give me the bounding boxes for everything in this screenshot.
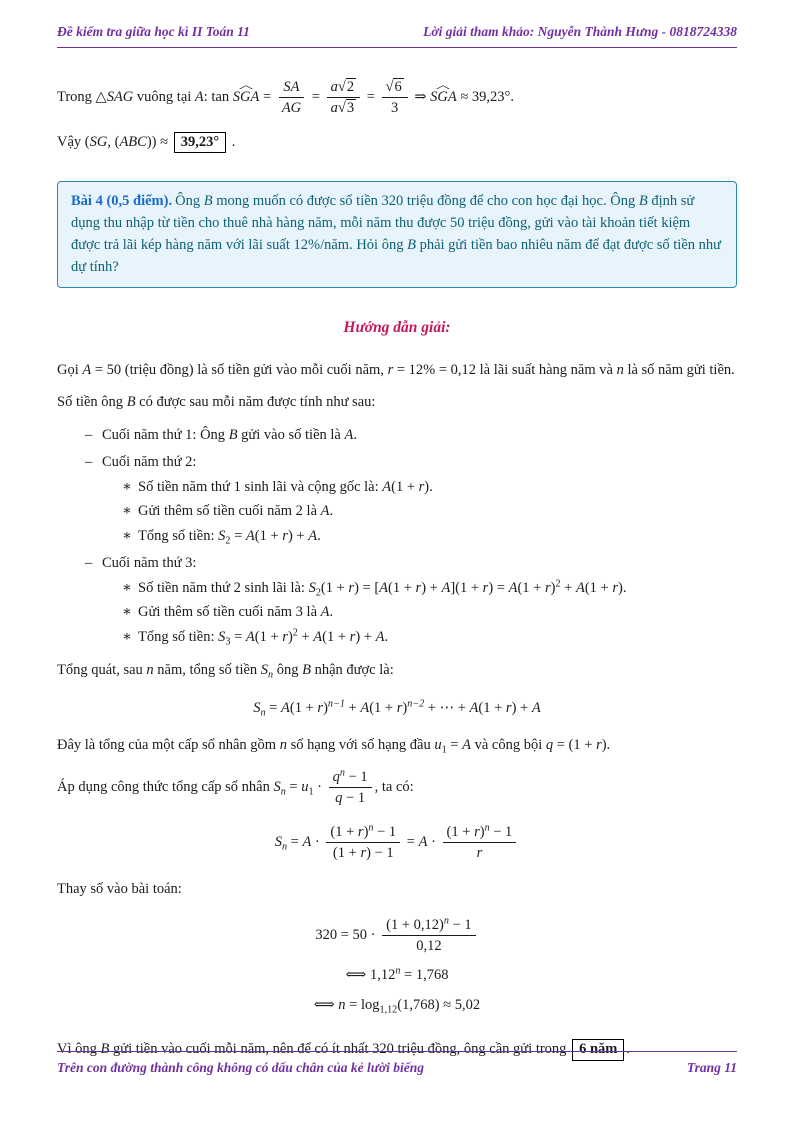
year1-text: Cuối năm thứ 1: Ông B gửi vào số tiền là A. [102,427,357,443]
problem-statement [71,191,723,278]
sub-item [122,526,737,548]
year-steps-list [85,425,737,649]
list-item-body [102,425,737,447]
fraction: $\frac{q^n - 1}{q - 1}$ [329,768,372,807]
square-root: √2 [337,79,355,96]
boxed-answer: 39,23° [174,132,226,154]
equation-steps-block [57,916,737,1017]
problem-title: Bài 4 (0,5 điểm). [71,193,173,210]
dash-marker: – [85,427,93,443]
display-equation-sum-formula: $S_n = A$ · $\frac{(1 + r)^n - 1}{(1 + r) - 1}$ = A · $\frac{(1 + r)^n - 1}{r}$ [57,823,737,862]
header-title: Đề kiểm tra giữa học kì II Toán 11 [57,24,250,39]
sub-item [122,477,737,499]
fraction: $\frac{√6}{3}$ [382,78,408,117]
header-rule [57,47,737,48]
problem-box-bai4 [57,181,737,288]
page-number: Trang 11 [686,1059,737,1075]
list-item-year3 [85,553,737,649]
fraction: $\frac{(1 + r)^n - 1}{r}$ [443,823,517,862]
sub-item-text: Gửi thêm số tiền cuối năm 2 là A. [138,503,334,520]
guide-heading: Hướng dẫn giải: [343,319,451,337]
list-item-year1 [85,425,737,447]
star-marker: ∗ [122,503,132,520]
fraction: $\frac{SA}{AG}$ [278,78,305,117]
sub-item-text: Tổng số tiền: $S_2 = A(1 + r) + A$. [138,528,321,547]
star-marker: ∗ [122,629,132,645]
equation-step-1: 320 = 50 · $\frac{(1 + 0,12)^n - 1}{0,12}$ [315,916,478,955]
sub-item-text: Số tiền năm thứ 2 sinh lãi là: $S_2(1 + r) = [A(1 + r) + A](1 + r) = A(1 + r)^2 + A(1 + r)$. [138,577,627,599]
list-item-year2 [85,452,737,548]
header-credit: Lời giải tham khảo: Nguyễn Thành Hưng - 0818724338 [423,24,737,39]
paragraph-method-intro: Số tiền ông B có được sau mỗi năm được tính như sau: [57,394,376,411]
widehat-angle: ^ SGA [430,87,457,109]
square-root: √6 [385,79,402,96]
year3-sublist [122,578,737,649]
bai3-conclusion-line: Vậy (SG, (ABC)) ≈ 39,23° . [57,132,737,154]
star-marker: ∗ [122,478,132,495]
star-marker: ∗ [122,528,132,544]
year2-heading: Cuối năm thứ 2: [102,453,197,470]
widehat-angle: ^ SGA [233,87,260,109]
paragraph-geometric-series: Đây là tổng của một cấp số nhân gồm n số hạng với số hạng đầu $u_1 = A$ và công bội q = (1 + r). [57,737,611,756]
sub-item-text: Tổng số tiền: $S_3 = A(1 + r)^2 + A(1 + r) + A$. [138,627,389,648]
sub-item [122,602,737,624]
paragraph-apply-formula: Áp dụng công thức tổng cấp số nhân $S_n = u_1$ · $\frac{q^n - 1}{q - 1}$ , ta có: [57,767,414,807]
footer-row [57,1058,737,1078]
paragraph-substitute: Thay số vào bài toán: [57,880,182,897]
boxed-answer: 6 năm [572,1039,624,1061]
sub-item-text: Số tiền năm thứ 1 sinh lãi và cộng gốc là: A(1 + r). [138,478,433,495]
bai3-solution-line: Trong △SAG vuông tại A: tan ^ SGA = $\frac{SA}{AG}$ = $\frac{a√2}{a√3}$ = $\frac{√6}{3}$ ⇒ ^ SGA ≈ 39,23°. [57,78,737,117]
sub-item [122,578,737,600]
fraction: $\frac{(1 + r)^n - 1}{(1 + r) - 1}$ [326,823,400,862]
star-marker: ∗ [122,604,132,621]
page-header [57,22,737,42]
list-item-body [102,553,737,649]
paragraph-conclusion: Vì ông B gửi tiền vào cuối mỗi năm, nên để có ít nhất 320 triệu đồng, ông cần gửi trong 6 năm . [57,1039,737,1061]
equation-step-3: ⟺ $n = \log_{1,12}(1,768) \approx 5,02$ [313,997,481,1016]
document-body [57,78,737,1061]
sub-item [122,627,737,649]
page-footer [57,1046,737,1078]
equation-step-2: ⟺ $1,12^n = 1,768$ [345,964,449,983]
square-root: √3 [337,100,355,117]
year3-heading: Cuối năm thứ 3: [102,554,197,571]
problem-text: Ông B mong muốn có được số tiền 320 triệu đồng để cho con học đại học. Ông B định sử dụng thu nhập từ tiền cho thuê nhà hàng năm, mỗi năm thu được 50 triệu đồng, gửi vào tài khoản tiết kiệm được trả lãi kép hàng năm với lãi suất 12%/năm. Hỏi ông B phải gửi tiền bao nhiêu năm để đạt được số tiền như dự tính? [71,193,722,275]
fraction: $\frac{(1 + 0,12)^n - 1}{0,12}$ [382,916,475,955]
list-item-body [102,452,737,548]
dash-marker: – [85,453,93,470]
star-marker: ∗ [122,579,132,596]
sub-item [122,501,737,523]
fraction: $\frac{a√2}{a√3}$ [327,78,360,117]
paragraph-definitions: Gọi A = 50 (triệu đồng) là số tiền gửi vào mỗi cuối năm, r = 12% = 0,12 là lãi suất hàng năm và n là số năm gửi tiền. [57,361,735,378]
year2-sublist [122,477,737,548]
display-equation-general-sum: $S_n = A(1 + r)^{n-1} + A(1 + r)^{n-2}$ + ⋯ + A(1 + r) + A [253,697,541,719]
sub-item-text: Gửi thêm số tiền cuối năm 3 là A. [138,604,334,621]
paragraph-general-case: Tổng quát, sau n năm, tổng số tiền $S_n$ ông B nhận được là: [57,661,394,681]
dash-marker: – [85,554,93,571]
footer-rule [57,1051,737,1052]
footer-quote: Trên con đường thành công không có dấu chân của kẻ lười biếng [57,1059,424,1075]
